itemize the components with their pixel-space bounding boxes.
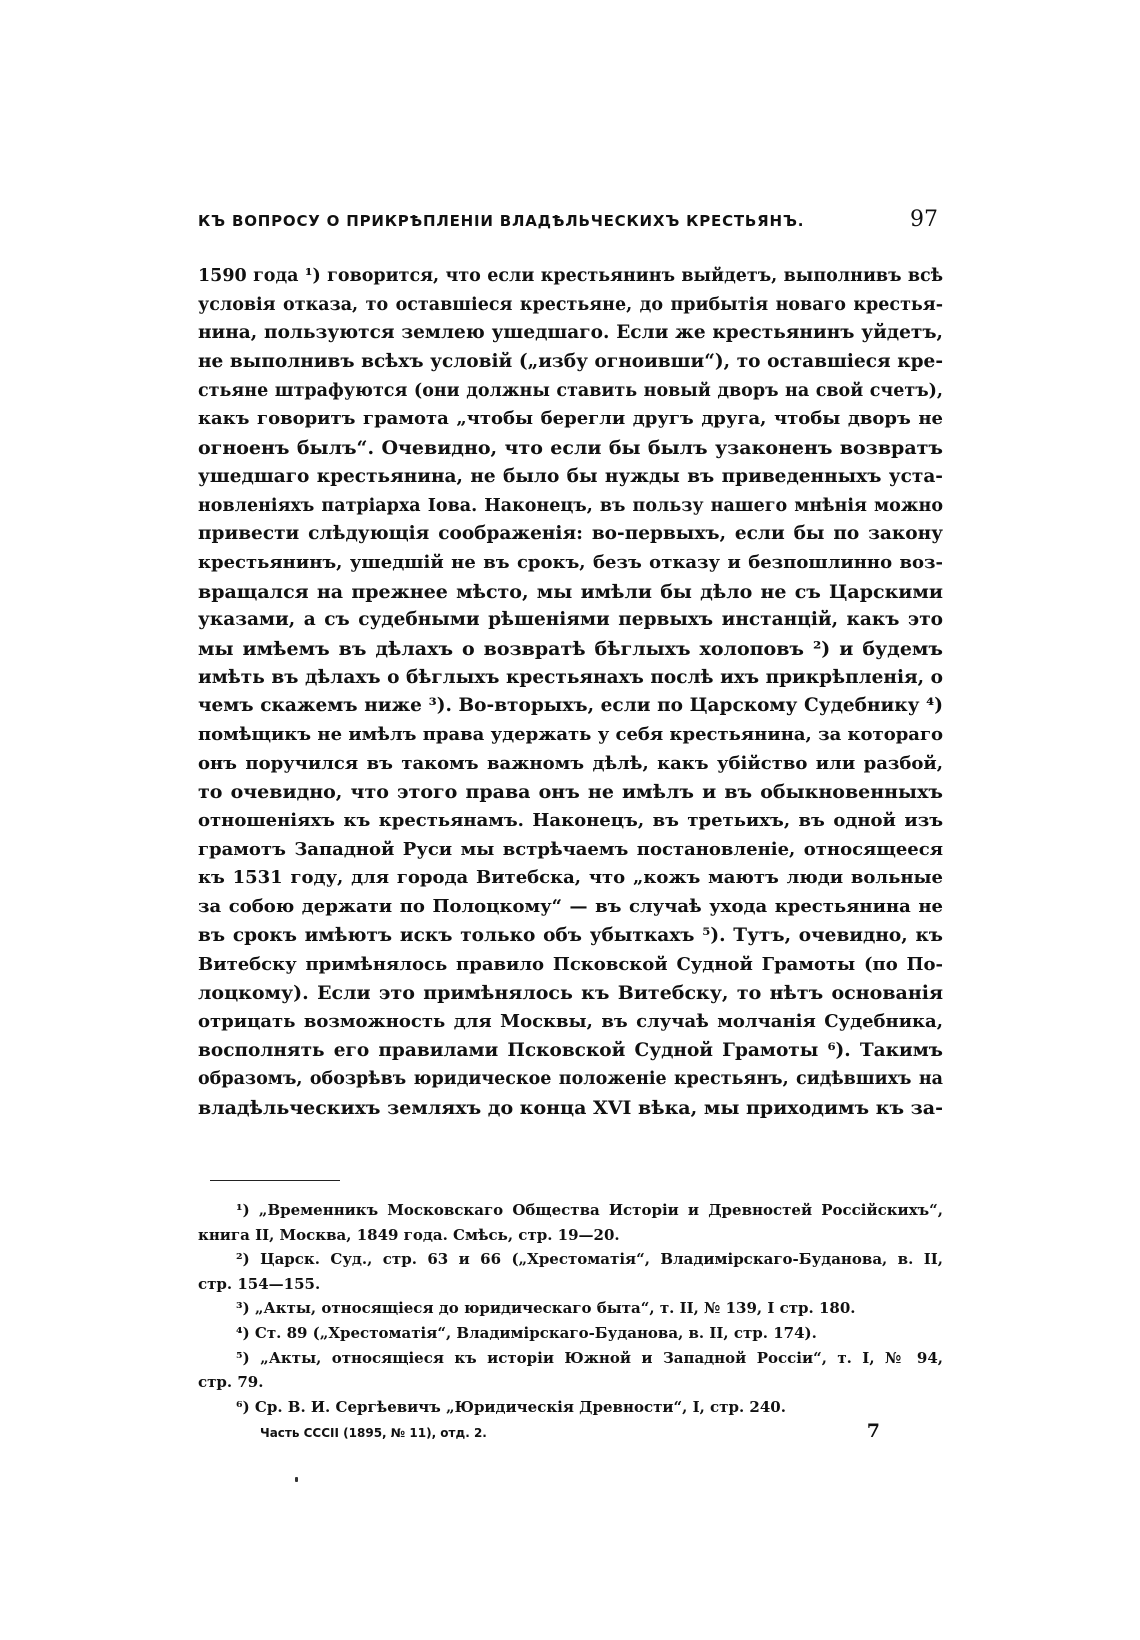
- page-number: 97: [910, 207, 938, 232]
- text-line: то очевидно, что этого права онъ не имѣлъ и въ обыкновенныхъ: [198, 781, 943, 804]
- text-line: условія отказа, то оставшіеся крестьяне, до прибытія новаго крестья-: [198, 294, 943, 315]
- text-line: грамотъ Западной Руси мы встрѣчаемъ постановленіе, относящееся: [198, 838, 943, 860]
- footnote-line: ⁵) „Акты, относящіеся къ исторіи Южной и Западной Россіи“, т. I, № 94,: [236, 1348, 943, 1367]
- footnote-line: стр. 79.: [198, 1373, 264, 1392]
- text-line: чемъ скажемъ ниже ³). Во-вторыхъ, если по Царскому Судебнику ⁴): [198, 695, 943, 717]
- text-line: 1590 года ¹) говорится, что если крестьянинъ выйдетъ, выполнивъ всѣ: [198, 266, 943, 286]
- text-line: какъ говоритъ грамота „чтобы берегли другъ друга, чтобы дворъ не: [198, 408, 943, 430]
- text-line: восполнять его правилами Псковской Судной Грамоты ⁶). Такимъ: [198, 1039, 943, 1061]
- footnote-line: ³) „Акты, относящіеся до юридическаго быта“, т. II, № 139, I стр. 180.: [236, 1299, 856, 1318]
- footnote-line: ⁴) Ст. 89 („Хрестоматія“, Владимірскаго-Буданова, в. II, стр. 174).: [236, 1323, 817, 1342]
- text-line: нина, пользуются землею ушедшаго. Если же крестьянинъ уйдетъ,: [198, 322, 943, 344]
- signature-number: 7: [866, 1420, 880, 1442]
- footnote-1: [198, 1198, 943, 1247]
- running-title: КЪ ВОПРОСУ О ПРИКРѢПЛЕНІИ ВЛАДѢЛЬЧЕСКИХЪ КРЕСТЬЯНЪ.: [198, 212, 805, 230]
- text-line: въ срокъ имѣютъ искъ только объ убыткахъ ⁵). Тутъ, очевидно, къ: [198, 924, 943, 946]
- text-line: владѣльческихъ земляхъ до конца XVI вѣка, мы приходимъ къ за-: [198, 1096, 943, 1119]
- footnote-line: книга II, Москва, 1849 года. Смѣсь, стр. 19—20.: [198, 1225, 620, 1244]
- printer-signature: [260, 1420, 880, 1444]
- footnote-4: [198, 1321, 943, 1346]
- text-line: огноенъ былъ“. Очевидно, что если бы былъ узаконенъ возвратъ: [198, 437, 943, 460]
- text-line: не выполнивъ всѣхъ условій („избу огноивши“), то оставшіеся кре-: [198, 351, 943, 373]
- text-line: онъ поручился въ такомъ важномъ дѣлѣ, какъ убійство или разбой,: [198, 752, 943, 774]
- signature-text: Часть СССII (1895, № 11), отд. 2.: [260, 1426, 487, 1440]
- footnote-line: стр. 154—155.: [198, 1274, 321, 1293]
- text-line: Витебску примѣнялось правило Псковской Судной Грамоты (по По-: [198, 953, 943, 975]
- footnote-3: [198, 1296, 943, 1321]
- text-line: вращался на прежнее мѣсто, мы имѣли бы дѣло не съ Царскими: [198, 580, 943, 603]
- text-line: крестьянинъ, ушедшій не въ срокъ, безъ отказу и безпошлинно воз-: [198, 551, 943, 573]
- text-line: отрицать возможность для Москвы, въ случаѣ молчанія Судебника,: [198, 1010, 943, 1032]
- footnote-6: [198, 1395, 943, 1420]
- footnote-5: [198, 1346, 943, 1395]
- main-text: [198, 262, 943, 1123]
- text-line: указами, а съ судебными рѣшеніями первыхъ инстанцій, какъ это: [198, 609, 943, 631]
- text-line: стьяне штрафуются (они должны ставить новый дворъ на свой счетъ),: [198, 380, 943, 401]
- footnote-line: ⁶) Ср. В. И. Сергѣевичъ „Юридическія Древности“, I, стр. 240.: [236, 1397, 786, 1416]
- text-line: къ 1531 году, для города Витебска, что „кожъ маютъ люди вольные: [198, 867, 943, 889]
- text-line: образомъ, обозрѣвъ юридическое положеніе крестьянъ, сидѣвшихъ на: [198, 1069, 943, 1090]
- text-line: имѣть въ дѣлахъ о бѣглыхъ крестьянахъ послѣ ихъ прикрѣпленія, о: [198, 666, 943, 688]
- text-line: привести слѣдующія соображенія: во-первыхъ, если бы по закону: [198, 523, 943, 545]
- footnote-line: ²) Царск. Суд., стр. 63 и 66 („Хрестоматія“, Владимірскаго-Буданова, в. II,: [236, 1250, 943, 1269]
- text-line: мы имѣемъ въ дѣлахъ о возвратѣ бѣглыхъ холоповъ ²) и будемъ: [198, 637, 943, 660]
- print-speck: [295, 1477, 298, 1482]
- footnotes: [198, 1198, 943, 1419]
- text-line: новленіяхъ патріарха Іова. Наконецъ, въ пользу нашего мнѣнія можно: [198, 495, 943, 516]
- text-line: помѣщикъ не имѣлъ права удержать у себя крестьянина, за котораго: [198, 724, 943, 745]
- text-line: за собою держати по Полоцкому“ — въ случаѣ ухода крестьянина не: [198, 896, 943, 918]
- footnote-separator: [210, 1180, 340, 1181]
- text-line: лоцкому). Если это примѣнялось къ Витебску, то нѣтъ основанія: [198, 982, 943, 1005]
- footnote-2: [198, 1247, 943, 1296]
- text-line: ушедшаго крестьянина, не было бы нужды въ приведенныхъ уста-: [198, 465, 943, 487]
- footnote-line: ¹) „Временникъ Московскаго Общества Исторіи и Древностей Россійскихъ“,: [236, 1201, 943, 1219]
- text-line: отношеніяхъ къ крестьянамъ. Наконецъ, въ третьихъ, въ одной изъ: [198, 810, 943, 832]
- running-header: [198, 207, 938, 237]
